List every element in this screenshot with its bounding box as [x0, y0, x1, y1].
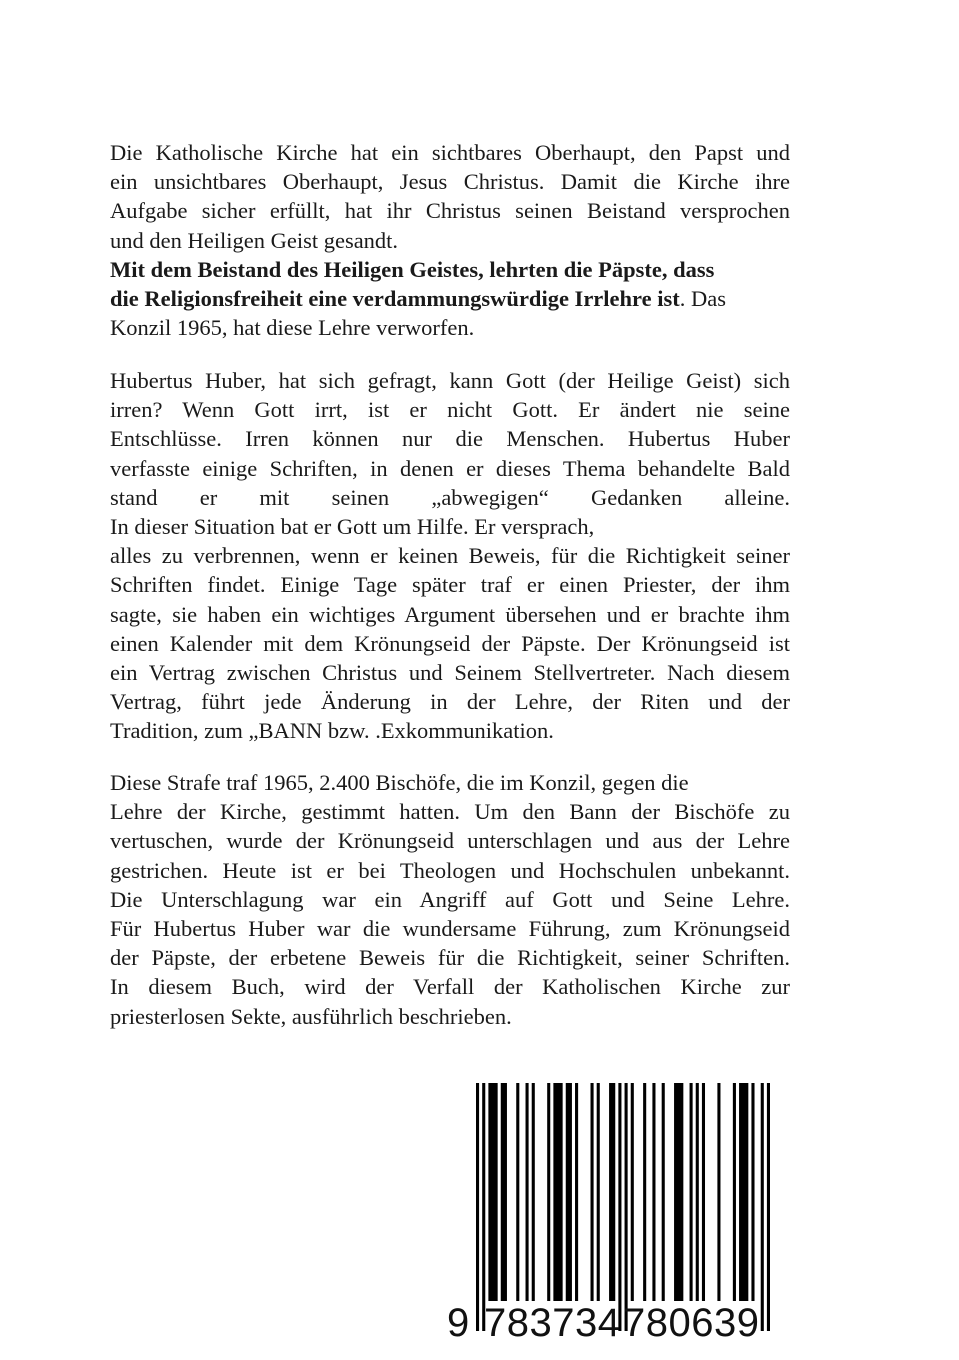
barcode-bar	[652, 1083, 655, 1301]
barcode-bar	[597, 1083, 600, 1301]
text-line: und den Heiligen Geist gesandt.	[110, 227, 399, 253]
barcode-bar	[674, 1083, 683, 1301]
text-line: Hubertus Huber, hat sich gefragt, kann Gott (der Heilige Geist) sich	[110, 368, 790, 393]
text-line: verfasste einige Schriften, in denen er dieses Thema behandelte Bald	[110, 455, 790, 481]
barcode-bar	[609, 1083, 615, 1301]
text-line: In dieser Situation bat er Gott um Hilfe. Er versprach,	[110, 514, 595, 540]
barcode-bar	[488, 1083, 497, 1301]
barcode-bar	[566, 1083, 572, 1301]
barcode-bar	[662, 1083, 665, 1301]
regular-text: . Das	[679, 286, 726, 312]
barcode-bar	[739, 1083, 748, 1301]
text-line: irren? Wenn Gott irrt, ist er nicht Gott. Er ändert nie seine	[110, 397, 790, 423]
text-line: Vertrag, führt jede Änderung in der Lehre, der Riten und der	[110, 689, 790, 715]
barcode-bar	[547, 1083, 550, 1301]
text-line: stand er mit seinen „abwegigen“ Gedanken alleine.	[110, 484, 790, 510]
text-line: Diese Strafe traf 1965, 2.400 Bischöfe, die im Konzil, gegen die	[110, 770, 689, 795]
paragraph-1	[110, 138, 790, 342]
barcode-bar	[575, 1083, 578, 1301]
text-line: Entschlüsse. Irren können nur die Menschen. Hubertus Huber	[110, 426, 790, 452]
paragraph-3	[110, 768, 790, 1031]
text-line: Lehre der Kirche, gestimmt hatten. Um den Bann der Bischöfe zu	[110, 799, 790, 825]
barcode-bar	[526, 1083, 529, 1301]
barcode-bar	[702, 1083, 705, 1301]
barcode-bar	[516, 1083, 519, 1301]
text-line-mixed	[110, 284, 790, 313]
text-line: ein unsichtbares Oberhaupt, Jesus Christus. Damit die Kirche ihre	[110, 169, 790, 195]
barcode-bar	[553, 1083, 562, 1301]
barcode-bar	[690, 1083, 693, 1301]
isbn-barcode	[476, 1083, 770, 1331]
isbn-first-digit: 9	[447, 1301, 470, 1345]
text-line: Aufgabe sicher erfüllt, hat ihr Christus seinen Beistand versprochen	[110, 198, 790, 224]
text-line: priesterlosen Sekte, ausführlich beschrieben.	[110, 1003, 512, 1029]
text-line: ein Vertrag zwischen Christus und Seinem Stellvertreter. Nach diesem	[110, 660, 790, 686]
barcode-guard-bar	[767, 1083, 770, 1331]
isbn-left-digits: 783734	[484, 1301, 621, 1345]
barcode-guard-bar	[476, 1083, 479, 1331]
barcode-guard-bar	[618, 1083, 621, 1331]
text-line: sagte, sie haben ein wichtiges Argument übersehen und er brachte ihm	[110, 601, 790, 627]
barcode-bar	[733, 1083, 736, 1301]
barcode-bar	[591, 1083, 594, 1301]
text-line: In diesem Buch, wird der Verfall der Katholischen Kirche zur	[110, 974, 790, 1000]
barcode-guard-bar	[482, 1083, 485, 1331]
barcode-bar	[532, 1083, 535, 1301]
barcode-guard-bar	[761, 1083, 764, 1331]
barcode-bar	[751, 1083, 754, 1301]
text-line-bold	[110, 255, 790, 284]
text-line: Tradition, zum „BANN bzw. .Exkommunikation.	[110, 718, 554, 744]
text-line: Die Katholische Kirche hat ein sichtbares Oberhaupt, den Papst und	[110, 140, 790, 165]
bold-text: die Religionsfreiheit eine verdammungswürdige Irrlehre ist	[110, 286, 680, 312]
barcode-bar	[696, 1083, 699, 1301]
text-line: Schriften findet. Einige Tage später traf er einen Priester, der ihm	[110, 572, 790, 598]
barcode-guard-bar	[625, 1083, 628, 1331]
text-line: alles zu verbrennen, wenn er keinen Beweis, für die Richtigkeit seiner	[110, 543, 790, 569]
isbn-right-digits: 780639	[623, 1301, 760, 1345]
barcode-bar	[501, 1083, 507, 1301]
text-line: Für Hubertus Huber war die wundersame Führung, zum Krönungseid	[110, 916, 790, 942]
barcode-bar	[631, 1083, 634, 1301]
text-line: der Päpste, der erbetene Beweis für die Richtigkeit, seiner Schriften.	[110, 945, 790, 971]
text-line: Die Unterschlagung war ein Angriff auf Gott und Seine Lehre.	[110, 886, 790, 912]
text-line: gestrichen. Heute ist er bei Theologen und Hochschulen unbekannt.	[110, 857, 790, 883]
bold-text: Mit dem Beistand des Heiligen Geistes, lehrten die Päpste, dass	[110, 256, 715, 282]
text-line: vertuschen, wurde der Krönungseid unterschlagen und aus der Lehre	[110, 828, 790, 854]
paragraph-2	[110, 366, 790, 746]
text-line: einen Kalender mit dem Krönungseid der Päpste. Der Krönungseid ist	[110, 630, 790, 656]
barcode-bar	[717, 1083, 720, 1301]
barcode-bar	[643, 1083, 646, 1301]
text-line: Konzil 1965, hat diese Lehre verworfen.	[110, 315, 475, 341]
